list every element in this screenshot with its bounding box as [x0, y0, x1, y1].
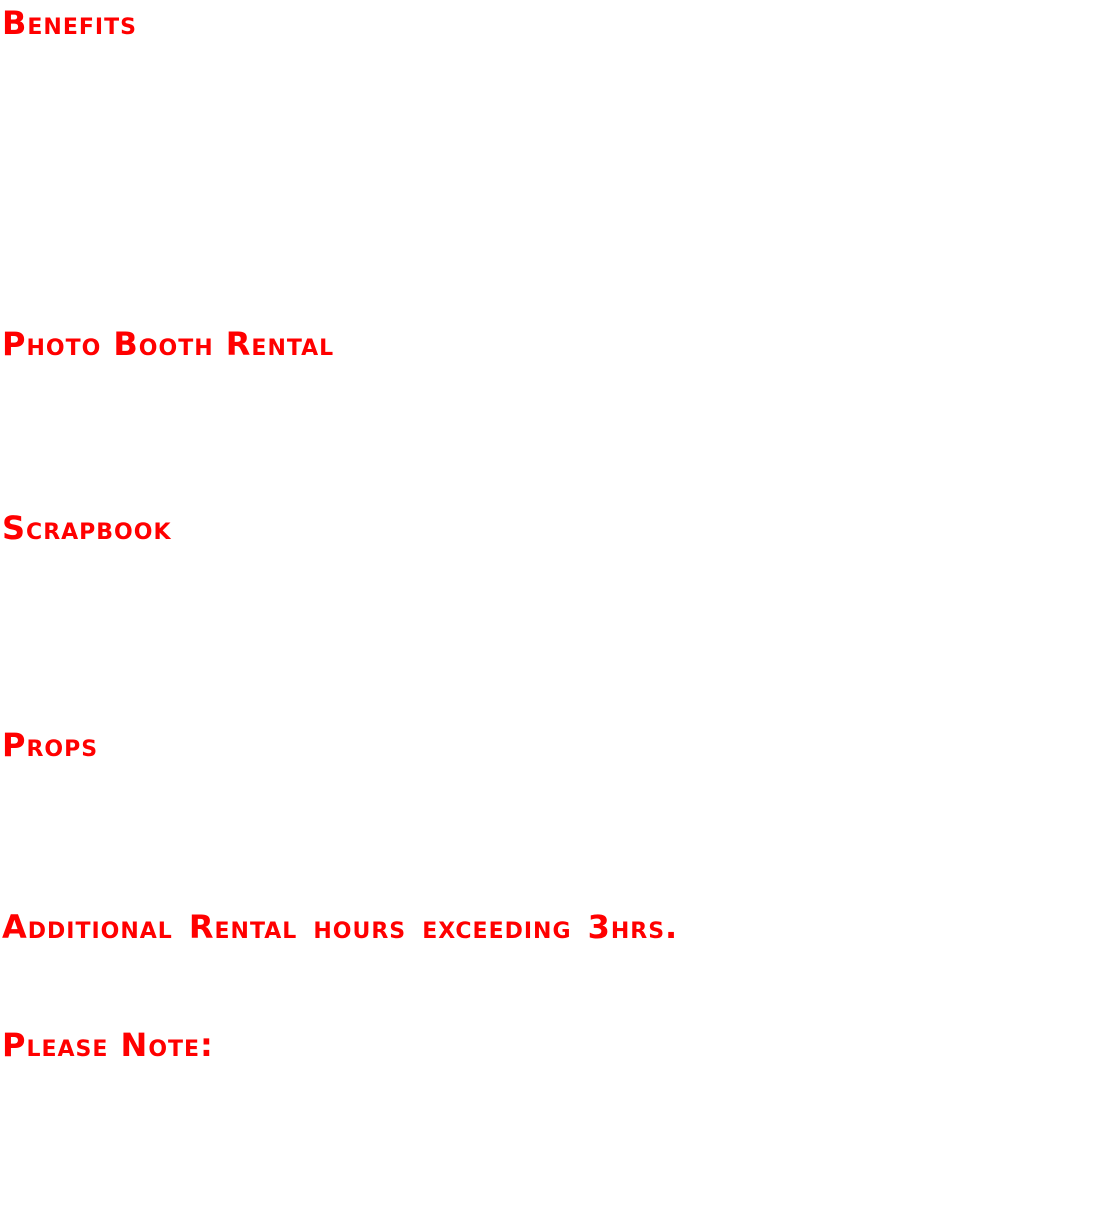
please-note-section — [2, 1026, 1110, 1172]
rental-line-1: 3 hours rental includes setup, attendant, unlimited prints and props — [2, 369, 622, 392]
props-section — [2, 726, 1110, 836]
benefits-heading: Benefits — [2, 4, 137, 42]
rental-line-2: Custom photo strip design with your names and date — [2, 405, 493, 428]
additional-hours-body: may be added for an additional charge per hour, please contact us for current rates and availability. — [2, 920, 1110, 981]
scrapbook-heading: Scrapbook — [2, 509, 172, 547]
benefits-section — [2, 4, 1110, 186]
please-note-heading: Please Note: — [2, 1026, 214, 1064]
scrapbook-body: Our attendant will create a scrapbook of your event where guests can place a copy of their photo strip and write a personal message. At the end of the night you will receive the completed scrapbook as a lasting memento of your special day with all the wishes of your friends and family. — [2, 553, 1110, 648]
props-body: We provide a large selection of fun props including hats, glasses, wigs, boas, signs and more so your guests can get creative and have fun in front of the camera. Custom props to match your theme are available upon request. — [2, 770, 1110, 829]
additional-hours-section — [2, 908, 1110, 989]
benefits-body: Our high quality photo booth is the perfect way to capture the fun and memories of your special event. Guests step inside, strike a pose and receive instant photo strips to take home as a keepsake. Each session produces high resolution images that can be shared online with friends and family. Our friendly attendant is on hand throughout your event to help guests and keep everything running smoothly from setup to breakdown. — [2, 48, 1110, 179]
photo-booth-rental-section — [2, 325, 1110, 471]
photo-booth-rental-heading: Photo Booth Rental — [2, 325, 335, 363]
scrapbook-section — [2, 509, 1110, 655]
additional-hours-heading: Additional Rental hours exceeding 3hrs. — [2, 908, 679, 946]
rental-line-3: Online gallery of all images after your event — [2, 441, 406, 464]
props-heading: Props — [2, 726, 99, 764]
please-note-body: A deposit is required to reserve your date. The balance is due one week prior to your event. The photo booth requires a space of approximately 8ft by 8ft and access to a standard electrical outlet. Travel fees may apply for events outside of our service area. — [2, 1070, 1110, 1165]
